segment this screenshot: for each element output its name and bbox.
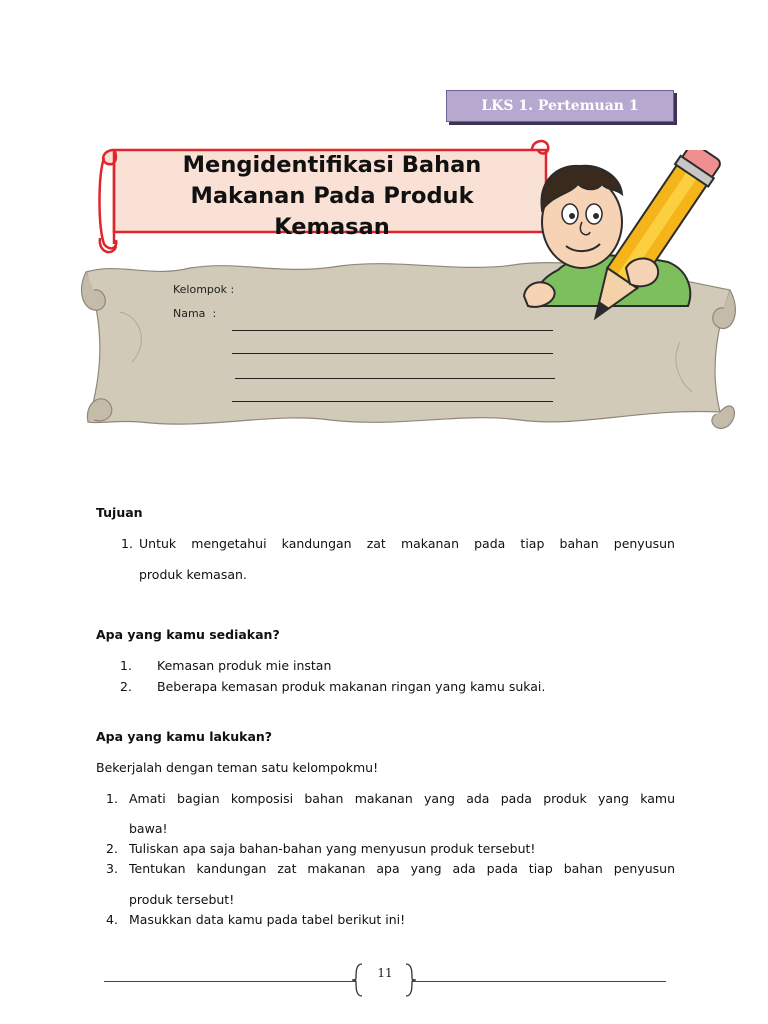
- tujuan-heading: Tujuan: [96, 505, 143, 520]
- name-line-4[interactable]: [232, 401, 553, 402]
- name-line-1[interactable]: [232, 330, 553, 331]
- page-title: [118, 148, 546, 244]
- kelompok-label: Kelompok :: [173, 283, 235, 296]
- boy-with-pencil-illustration: [518, 150, 724, 356]
- title-line-3: Kemasan: [274, 213, 390, 240]
- footer-rule-right: [412, 981, 666, 982]
- nama-label: Nama :: [173, 307, 217, 320]
- lakukan-item-text: Amati bagian komposisi bahan makanan yang ada pada produk yang kamu: [129, 791, 675, 806]
- sediakan-item-text: Kemasan produk mie instan: [157, 658, 332, 673]
- tujuan-item-number: 1.: [121, 536, 133, 551]
- sediakan-item-number: 2.: [120, 679, 132, 694]
- sediakan-heading: Apa yang kamu sediakan?: [96, 627, 280, 642]
- sediakan-item-text: Beberapa kemasan produk makanan ringan yang kamu sukai.: [157, 679, 546, 694]
- page-number: 11: [377, 966, 393, 980]
- title-line-2: Makanan Pada Produk: [190, 182, 474, 209]
- lakukan-item-text-cont: produk tersebut!: [129, 892, 235, 907]
- lakukan-heading: Apa yang kamu lakukan?: [96, 729, 273, 744]
- lakukan-item-text-cont: bawa!: [129, 821, 168, 836]
- lakukan-item-number: 1.: [106, 791, 118, 806]
- name-line-3[interactable]: [235, 378, 555, 379]
- tujuan-item-text: Untuk mengetahui kandungan zat makanan pada tiap bahan penyusun: [139, 536, 675, 551]
- name-line-2[interactable]: [232, 353, 553, 354]
- title-line-1: Mengidentifikasi Bahan: [182, 151, 482, 178]
- lakukan-item-number: 2.: [106, 841, 118, 856]
- lakukan-item-number: 4.: [106, 912, 118, 927]
- lakukan-intro: Bekerjalah dengan teman satu kelompokmu!: [96, 760, 379, 775]
- lakukan-item-text: Tentukan kandungan zat makanan apa yang ada pada tiap bahan penyusun: [129, 861, 675, 876]
- sediakan-item-number: 1.: [120, 658, 132, 673]
- lakukan-item-text: Tuliskan apa saja bahan-bahan yang menyusun produk tersebut!: [129, 841, 536, 856]
- lakukan-item-number: 3.: [106, 861, 118, 876]
- lakukan-item-text: Masukkan data kamu pada tabel berikut ini!: [129, 912, 406, 927]
- worksheet-label: LKS 1. Pertemuan 1: [446, 90, 674, 122]
- tujuan-item-text-cont: produk kemasan.: [139, 567, 247, 582]
- footer-rule-left: [104, 981, 356, 982]
